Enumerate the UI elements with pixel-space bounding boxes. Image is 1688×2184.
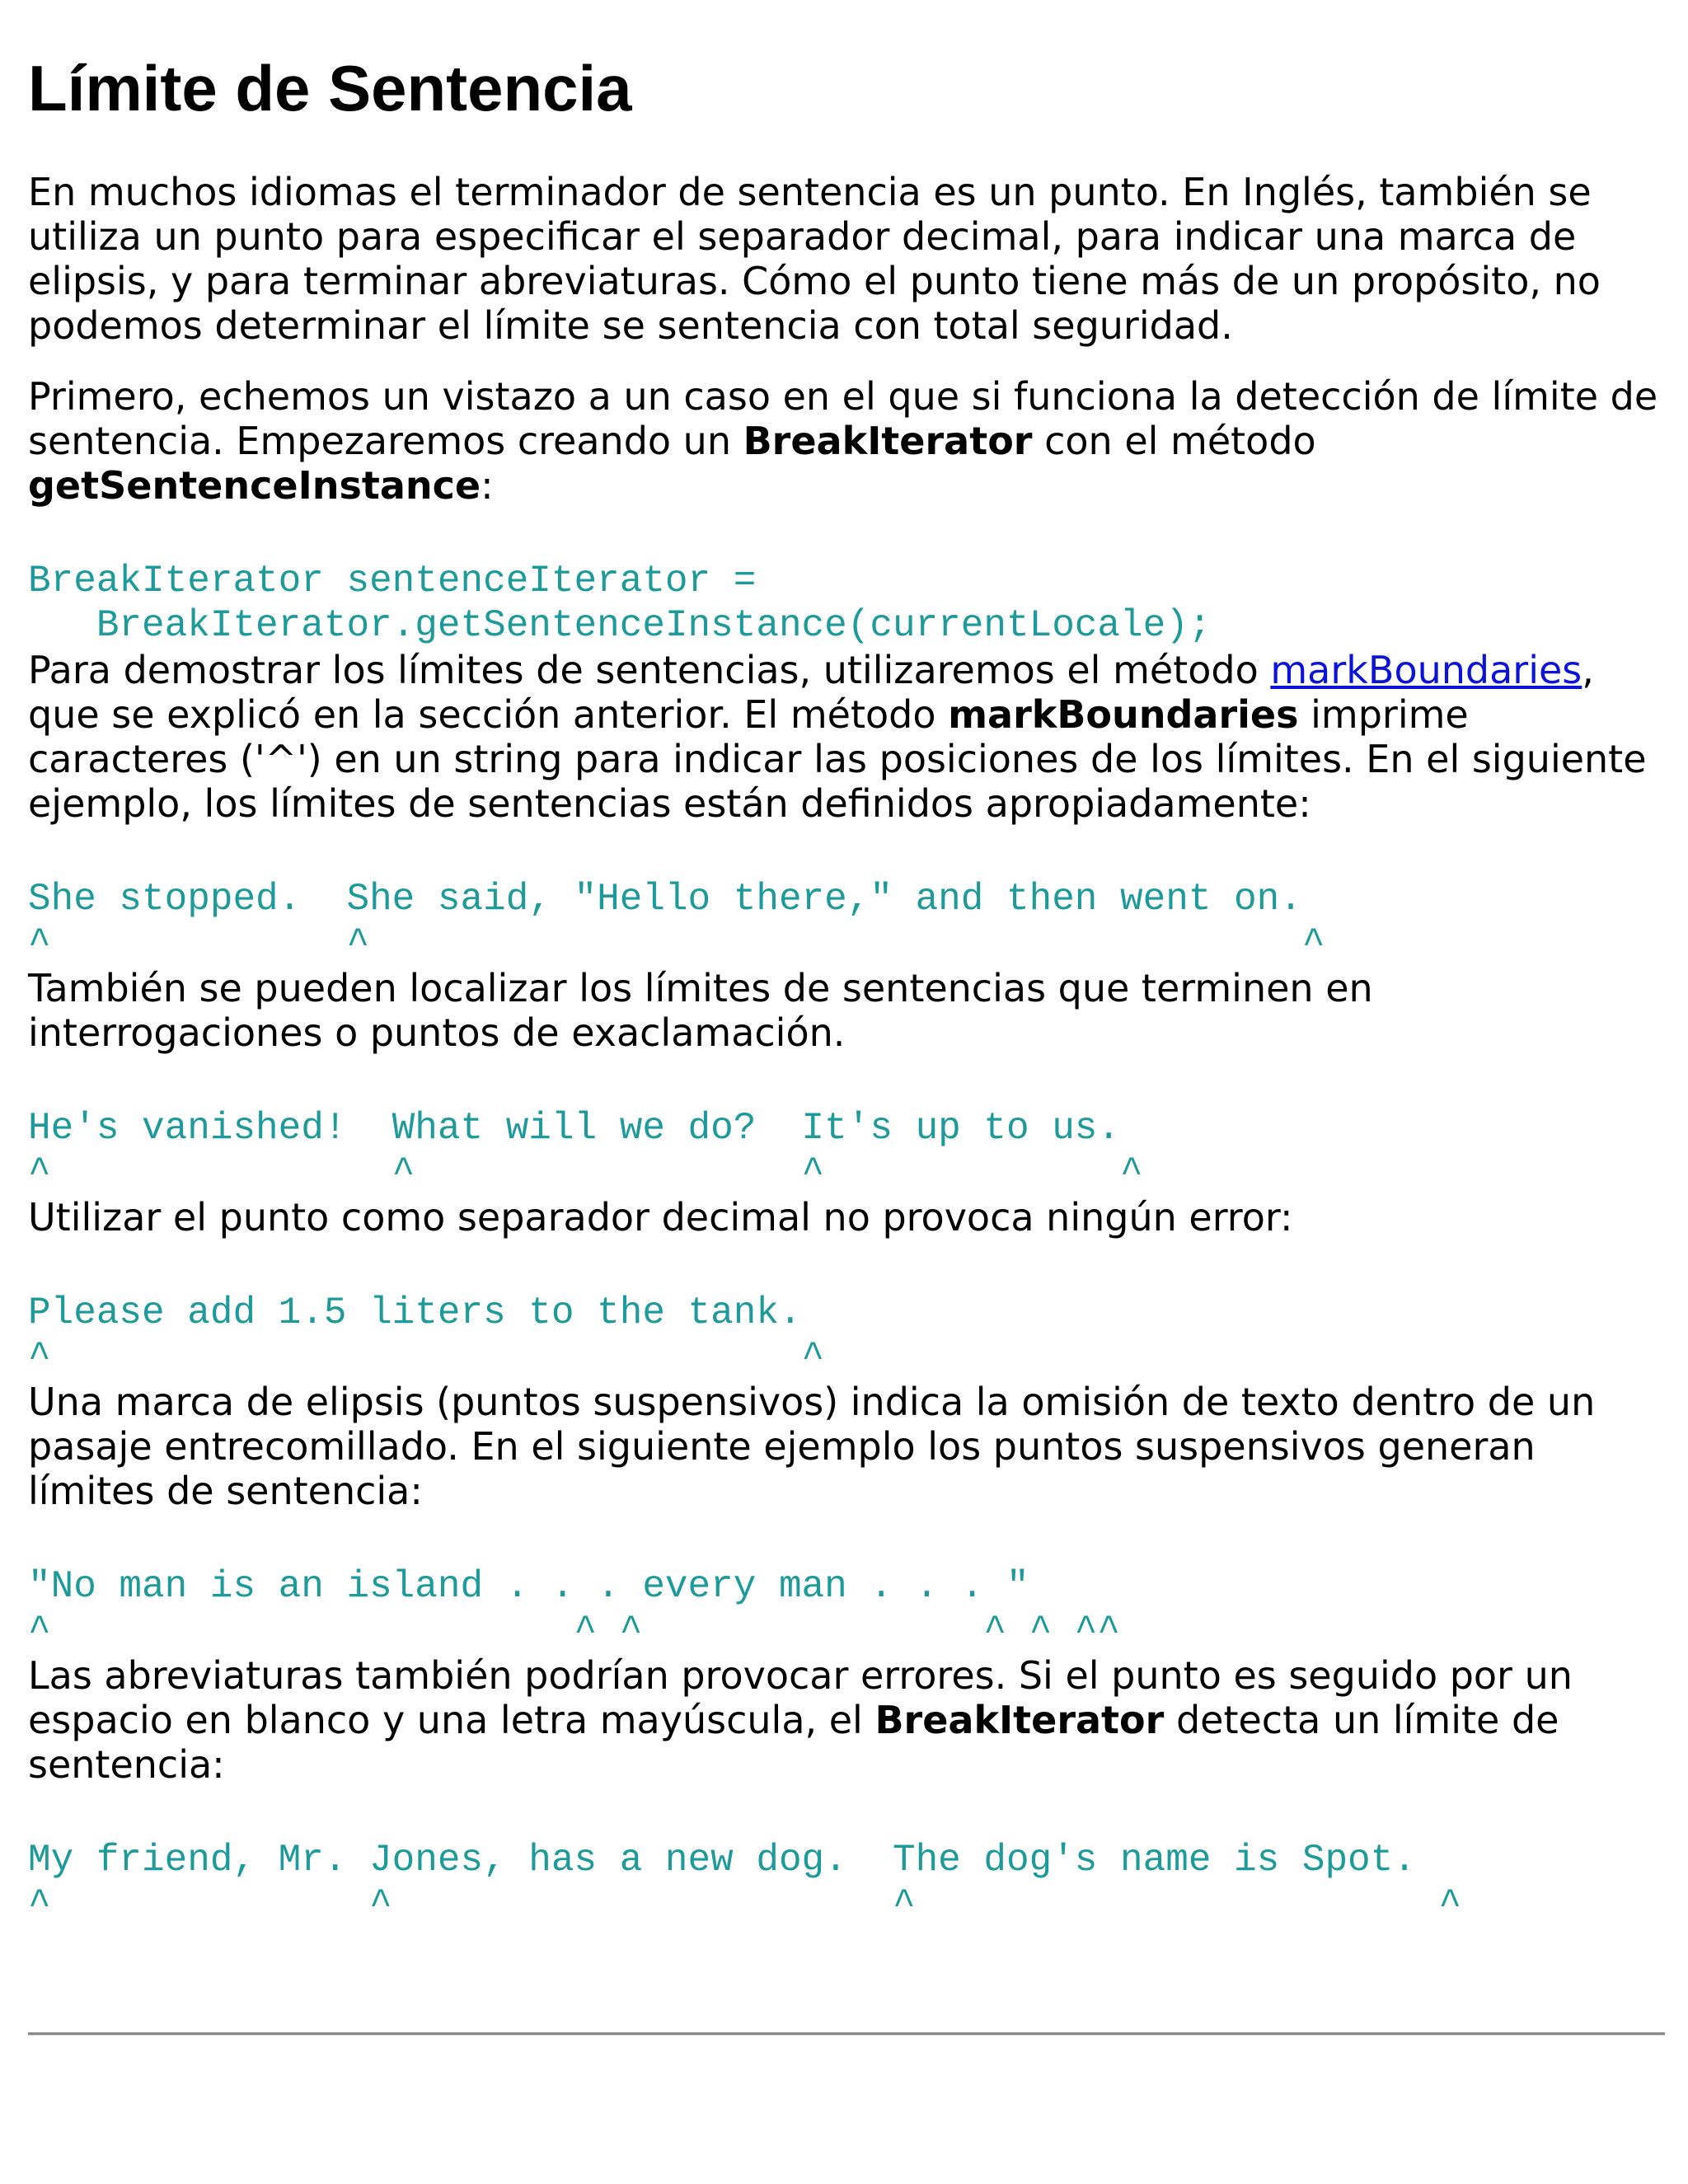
page-title: Límite de Sentencia [28,52,632,124]
document-page [28,0,1668,1927]
markboundaries-term: markBoundaries [948,692,1299,737]
horizontal-rule [28,2032,1665,2036]
example-mr-jones [28,1838,1668,1927]
example-she-stopped [28,877,1668,966]
code-line: My friend, Mr. Jones, has a new dog. The dog's name is Spot. [28,1839,1416,1882]
code-line: "No man is an island . . . every man . . . " [28,1565,1029,1608]
getsentenceinstance-term: getSentenceInstance [28,463,481,508]
text-segment: : [481,463,494,508]
markboundaries-link[interactable]: markBoundaries [1270,648,1582,692]
boundary-markers: ^ ^ ^ ^ [28,1151,1143,1194]
questions-paragraph: También se pueden localizar los límites de sentencias que terminen en interrogaciones o puntos de exaclamación. [28,966,1373,1055]
boundary-markers: ^ ^ ^ ^ [28,1883,1462,1926]
boundary-markers: ^ ^ ^ ^ ^ ^^ [28,1610,1121,1652]
markboundaries-paragraph [28,648,1668,826]
code-line: BreakIterator sentenceIterator = [28,560,757,602]
text-segment: Las abreviaturas también podrían provocar errores. Si el punto es seguido por un espacio en blanco y una letra mayúscula, el [28,1653,1573,1742]
text-segment: Primero, echemos un vistazo a un caso en el que si funciona la detección de límite de sentencia. Empezaremos creando un [28,374,1658,463]
text-segment: con el método [1032,419,1316,463]
text-segment: , que se explicó en la sección anterior. El método [28,648,1594,737]
example-vanished [28,1106,1668,1195]
breakiterator-term: BreakIterator [874,1698,1165,1742]
sentence-instance-paragraph [28,374,1668,508]
code-line: He's vanished! What will we do? It's up to us. [28,1107,1121,1150]
example-liters [28,1291,1668,1380]
decimal-paragraph: Utilizar el punto como separador decimal no provoca ningún error: [28,1195,1293,1240]
code-block-sentence-iterator [28,559,1668,648]
boundary-markers: ^ ^ ^ [28,922,1325,965]
text-segment: imprime caracteres ('^') en un string para indicar las posiciones de los límites. En el siguiente ejemplo, los límites de sentencias están definidos apropiadamente: [28,692,1647,826]
text-segment: Para demostrar los límites de sentencias, utilizaremos el método [28,648,1271,692]
text-segment: detecta un límite de sentencia: [28,1698,1559,1787]
breakiterator-term: BreakIterator [743,419,1033,463]
abbreviations-paragraph [28,1653,1668,1787]
boundary-markers: ^ ^ [28,1336,825,1379]
intro-paragraph: En muchos idiomas el terminador de sentencia es un punto. En Inglés, también se utiliza un punto para especificar el separador decimal, para indicar una marca de elipsis, y para terminar abreviaturas. Cómo el punto tiene más de un propósito, no podemos determinar el límite se sentencia con total seguridad. [28,170,1601,348]
ellipsis-paragraph: Una marca de elipsis (puntos suspensivos) indica la omisión de texto dentro de un pasaje entrecomillado. En el siguiente ejemplo los puntos suspensivos generan límites de sentencia: [28,1380,1596,1513]
example-no-man-island [28,1564,1668,1653]
code-line: She stopped. She said, "Hello there," and then went on. [28,878,1302,921]
code-line: Please add 1.5 liters to the tank. [28,1291,802,1334]
code-line: BreakIterator.getSentenceInstance(currentLocale); [28,604,1212,647]
